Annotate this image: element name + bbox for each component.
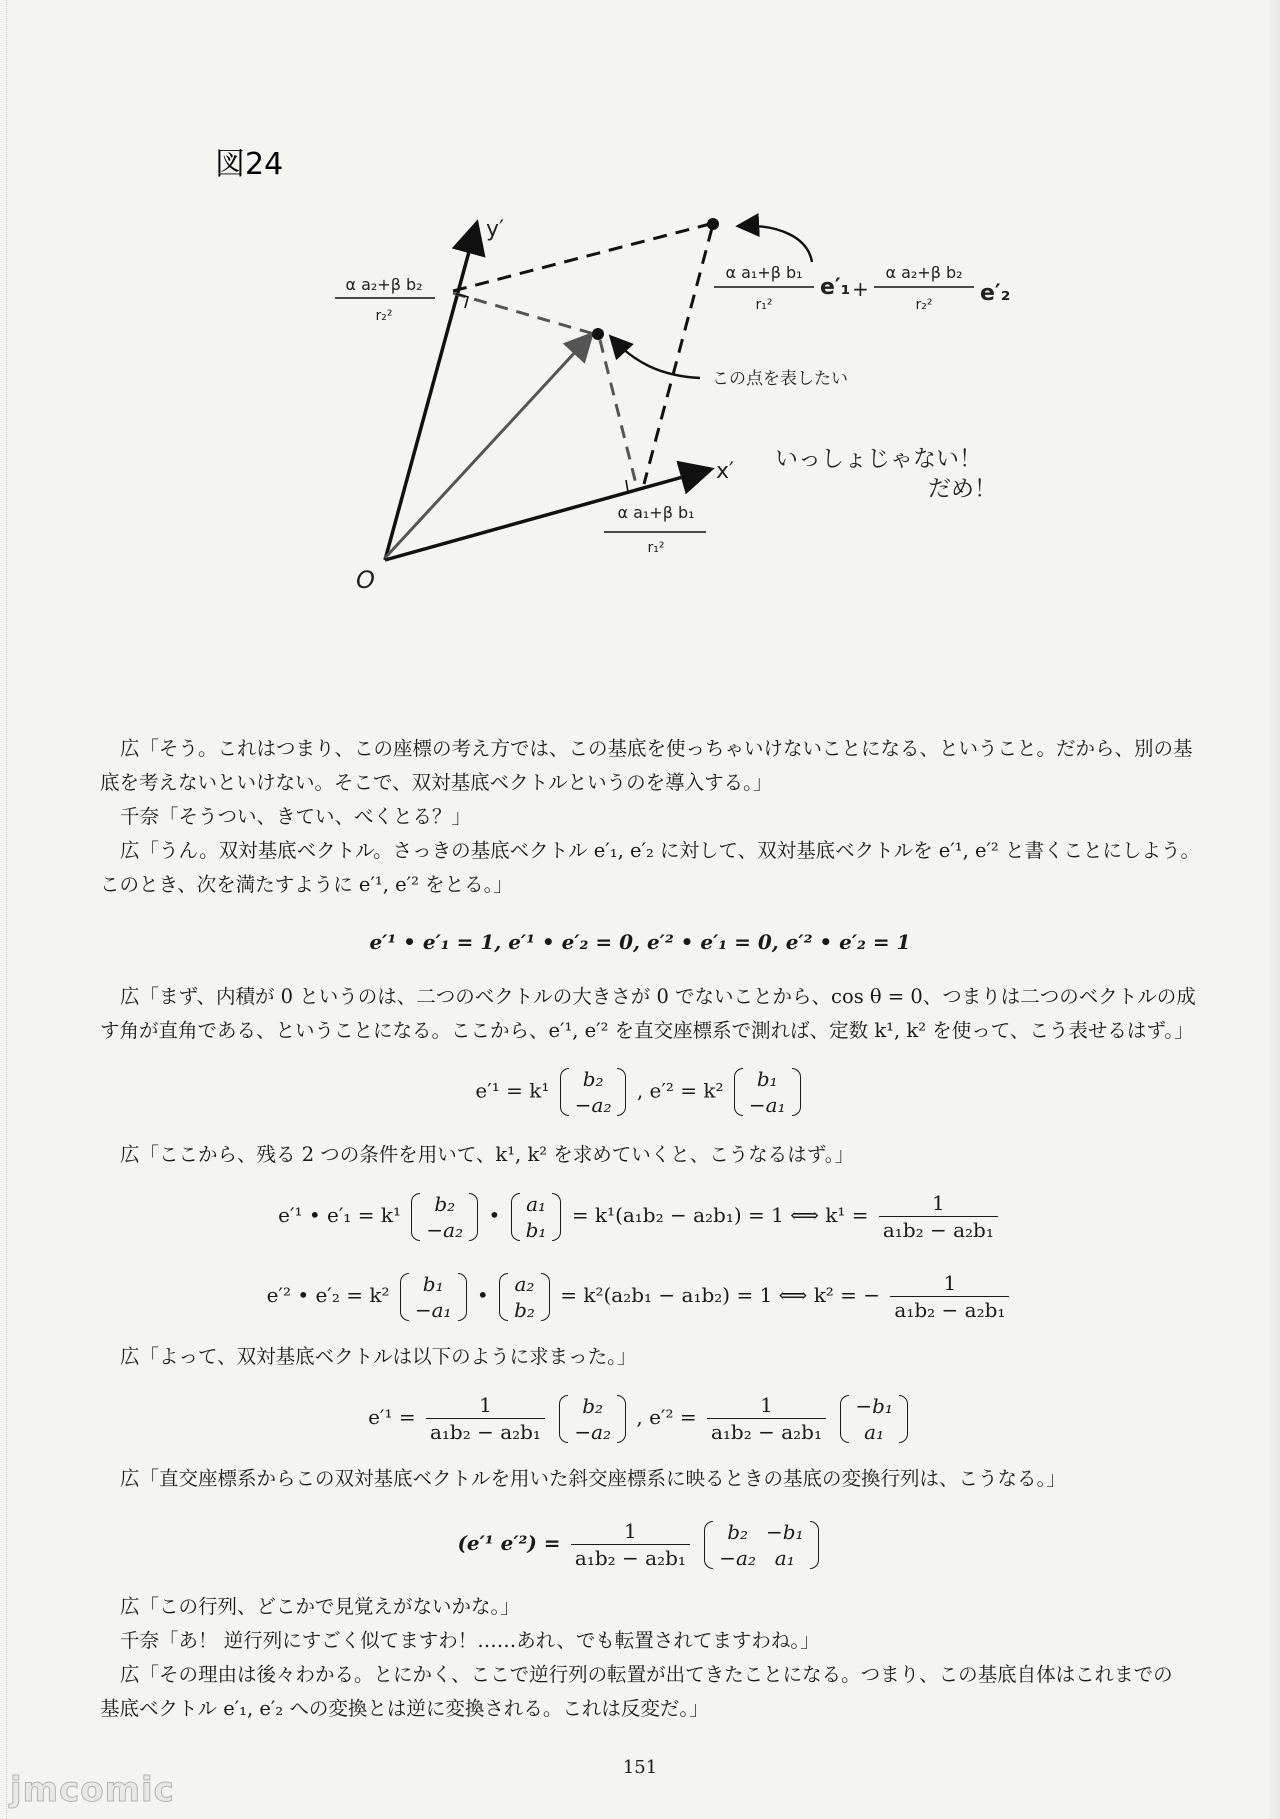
matrix (411, 1191, 478, 1243)
matrix-entry: b₁ (756, 1067, 778, 1091)
equation-transform-matrix (0, 1518, 1280, 1571)
paragraph-line: 広「ここから、残る 2 つの条件を用いて、k¹, k² を求めていくと、こうなるはず。」 (120, 1143, 854, 1166)
combo-term1-numerator: α a₁+β b₁ (725, 263, 803, 282)
paragraph-line: このとき、次を満たすように e′¹, e′² をとる。」 (100, 873, 513, 896)
equation-lhs: e′¹ = k¹ (475, 1078, 550, 1103)
fraction (707, 1392, 826, 1445)
matrix-entry: b₂ (582, 1393, 604, 1418)
fraction-numerator: 1 (707, 1392, 826, 1419)
fraction-numerator: 1 (426, 1392, 545, 1419)
paragraph-line: 広「直交座標系からこの双対基底ベクトルを用いた斜交座標系に映るときの基底の変換行列は、こうなる。」 (120, 1467, 1066, 1490)
dialogue-paragraph-1 (100, 732, 1200, 800)
equation-middle: = k¹(a₁b₂ − a₂b₁) = 1 ⟺ k¹ = (571, 1203, 869, 1227)
matrix-entry: −a₂ (719, 1545, 756, 1570)
matrix (499, 1271, 550, 1323)
combo-vector1: e′₁ (820, 275, 851, 300)
matrix (704, 1519, 818, 1571)
dialogue-paragraph-8 (100, 1590, 1200, 1624)
paragraph-line: 広「この行列、どこかで見覚えがないかな。」 (120, 1595, 520, 1618)
x-coefficient-numerator: α a₁+β b₁ (617, 503, 695, 522)
paragraph-line: 広「その理由は後々わかる。とにかく、ここで逆行列の転置が出てきたことになる。つまり、この基底自体はこれまでの (120, 1663, 1173, 1686)
combo-line-right (644, 228, 712, 484)
equation-text: e′¹ • e′₁ = 1, e′¹ • e′₂ = 0, e′² • e′₁ = 0, e′² • e′₂ = 1 (369, 930, 911, 954)
paragraph-line: 千奈「あ！ 逆行列にすごく似てますわ！……あれ、でも転置されてますわね。」 (120, 1629, 820, 1652)
paragraph-line: 広「うん。双対基底ベクトル。さっきの基底ベクトル e′₁, e′₂ に対して、双対基底ベクトルを e′¹, e′² と書くことにしよう。 (120, 839, 1200, 862)
matrix (511, 1191, 562, 1243)
fraction (571, 1518, 690, 1571)
projection-to-y (453, 293, 594, 334)
equation-lhs: e′² • e′₂ = k² (266, 1283, 390, 1307)
matrix-entry: a₁ (864, 1419, 885, 1444)
dot-operator: • (476, 1283, 489, 1307)
paragraph-line: 基底ベクトル e′₁, e′₂ への変換とは逆に変換される。これは反変だ。」 (100, 1697, 709, 1720)
fraction (879, 1190, 998, 1243)
matrix-entry: b₂ (514, 1297, 535, 1322)
matrix (559, 1393, 626, 1445)
right-angle-mark-x (626, 480, 640, 492)
equation-k1 (0, 1190, 1280, 1243)
dialogue-paragraph-3 (100, 834, 1200, 902)
y-axis-label: y′ (486, 217, 505, 242)
dot-operator: • (488, 1203, 501, 1227)
matrix-entry: −b₁ (855, 1393, 893, 1418)
matrix-entry: −a₁ (748, 1093, 786, 1117)
dialogue-paragraph-10 (100, 1658, 1200, 1726)
matrix-entry: b₁ (422, 1271, 444, 1296)
paragraph-line: 千奈「そうつい、きてい、べくとる？」 (120, 805, 472, 828)
y-coefficient-denominator: r₂² (375, 308, 393, 324)
projection-to-x (600, 340, 636, 484)
dialogue-paragraph-6 (100, 1340, 1200, 1374)
combo-term2-denominator: r₂² (915, 297, 933, 313)
equation-lhs: , e′² = k² (636, 1078, 724, 1103)
fraction-numerator: 1 (571, 1518, 690, 1545)
matrix-entry: −b₁ (765, 1519, 804, 1544)
dialogue-paragraph-2 (100, 800, 1200, 834)
combo-pointer-arrow (740, 226, 812, 262)
fraction-denominator: a₁b₂ − a₂b₁ (429, 1420, 541, 1444)
dialogue-paragraph-4 (100, 980, 1200, 1048)
x-axis-label: x′ (716, 459, 735, 484)
target-point (592, 328, 604, 340)
paragraph-line: 底を考えないといけない。そこで、双対基底ベクトルというのを導入する。」 (100, 771, 773, 794)
matrix-entry: b₂ (727, 1519, 749, 1544)
figure-24 (0, 0, 1280, 620)
combo-vector2: e′₂ (980, 281, 1011, 306)
matrix (560, 1066, 627, 1118)
matrix (400, 1271, 467, 1323)
fraction-denominator: a₁b₂ − a₂b₁ (882, 1218, 994, 1242)
combo-point (707, 218, 719, 230)
matrix-entry: b₁ (525, 1217, 547, 1242)
combo-term2-numerator: α a₂+β b₂ (885, 263, 963, 282)
equation-middle: = k²(a₂b₁ − a₁b₂) = 1 ⟺ k² = − (560, 1283, 881, 1307)
figure-title: 図24 (215, 147, 284, 182)
paragraph-line: 広「まず、内積が 0 というのは、二つのベクトルの大きさが 0 でないことから、cos θ = 0、つまりは二つのベクトルの成 (120, 985, 1196, 1008)
exclamation-line-2: だめ！ (928, 476, 997, 502)
matrix-entry: a₂ (514, 1271, 535, 1296)
combo-term1-denominator: r₁² (755, 297, 773, 313)
matrix-entry: −a₂ (574, 1419, 612, 1444)
watermark-logo: jmcomic (10, 1770, 175, 1810)
equation-orthonormality (0, 930, 1280, 954)
fraction-denominator: a₁b₂ − a₂b₁ (894, 1298, 1006, 1322)
matrix-entry: a₁ (774, 1545, 795, 1570)
matrix (840, 1393, 908, 1445)
matrix-entry: a₁ (526, 1191, 547, 1216)
matrix-entry: −a₂ (574, 1093, 612, 1117)
paragraph-line: 広「よって、双対基底ベクトルは以下のように求まった。」 (120, 1345, 637, 1368)
origin-label: O (356, 566, 375, 594)
fraction (426, 1392, 545, 1445)
fraction-numerator: 1 (879, 1190, 998, 1217)
matrix-entry: −a₁ (414, 1297, 452, 1322)
dialogue-paragraph-7 (100, 1462, 1200, 1496)
y-coefficient-numerator: α a₂+β b₂ (345, 275, 423, 294)
matrix-entry: b₂ (434, 1191, 456, 1216)
matrix-entry: b₂ (582, 1067, 604, 1091)
equation-lhs: , e′² = (636, 1405, 697, 1429)
equation-dual-form (0, 1066, 1280, 1118)
equation-lhs: e′¹ • e′₁ = k¹ (278, 1203, 402, 1227)
equation-lhs: e′¹ = (368, 1405, 416, 1429)
equation-dual-basis (0, 1392, 1280, 1445)
paragraph-line: す角が直角である、ということになる。ここから、e′¹, e′² を直交座標系で測れば、定数 k¹, k² を使って、こう表せるはず。」 (100, 1019, 1194, 1042)
fraction-denominator: a₁b₂ − a₂b₁ (574, 1546, 686, 1570)
dialogue-paragraph-9 (100, 1624, 1200, 1658)
exclamation-line-1: いっしょじゃない！ (775, 446, 982, 472)
matrix-entry: −a₂ (426, 1217, 464, 1242)
point-pointer-arrow (612, 338, 700, 378)
equation-k2 (0, 1270, 1280, 1323)
paragraph-line: 広「そう。これはつまり、この座標の考え方では、この基底を使っちゃいけないことになる、ということ。だから、別の基 (120, 737, 1193, 760)
point-annotation: この点を表したい (712, 369, 848, 389)
dialogue-paragraph-5 (100, 1138, 1200, 1172)
matrix (734, 1066, 801, 1118)
fraction-denominator: a₁b₂ − a₂b₁ (710, 1420, 822, 1444)
fraction (890, 1270, 1009, 1323)
fraction-numerator: 1 (890, 1270, 1009, 1297)
x-coefficient-denominator: r₁² (647, 540, 665, 556)
equation-lhs: (e′¹ e′²) = (457, 1531, 561, 1555)
combo-plus: + (852, 277, 869, 301)
page-number: 151 (622, 1757, 658, 1778)
